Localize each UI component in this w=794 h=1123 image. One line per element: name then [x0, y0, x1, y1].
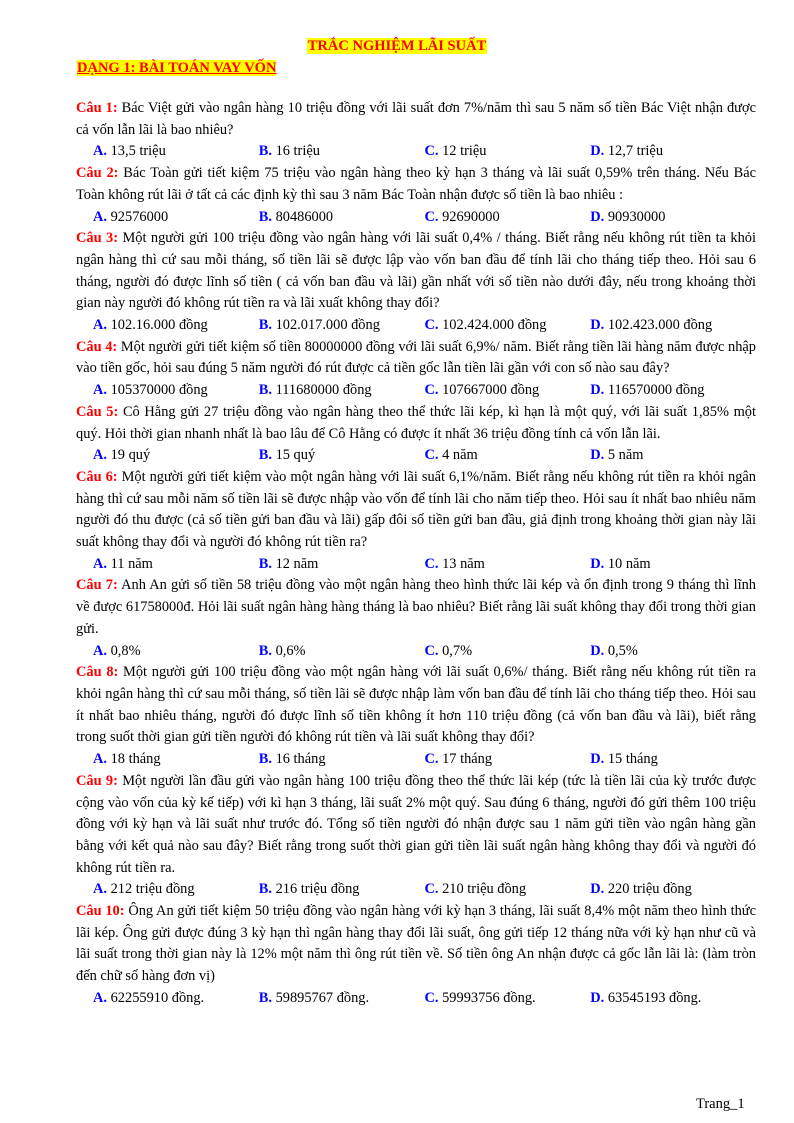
question-8 — [76, 662, 756, 749]
answer-option — [590, 207, 756, 229]
option-letter: A. — [93, 881, 107, 898]
question-4 — [76, 337, 756, 380]
answer-option — [259, 554, 425, 576]
option-letter: D. — [590, 751, 605, 768]
option-letter: C. — [424, 555, 439, 572]
question-text: Một người lần đầu gửi vào ngân hàng 100 triệu đồng theo thể thức lãi kép (tức là tiền lãi của kỳ trước được cộng vào vốn của kỳ kế tiếp) với kì hạn 3 tháng, lãi suất 2% một quý. Sau đúng 6 tháng, người đó gửi thêm 100 triệu đồng với kỳ hạn và lãi suất như trước đó. Tổng số tiền người đó nhận được sau 1 năm gửi tiền vào ngân hàng gần bằng với kết quả nào sau đây? Biết rằng trong suốt thời gian gửi tiền lãi suất ngân hàng không thay đổi và người đó không rút tiền ra. — [76, 772, 756, 876]
option-text: 59993756 đồng. — [442, 989, 536, 1006]
option-letter: D. — [590, 642, 605, 659]
question-label: Câu 10: — [76, 903, 125, 920]
answer-options — [76, 879, 756, 901]
answer-option — [590, 445, 756, 467]
option-text: 63545193 đồng. — [607, 989, 702, 1006]
option-text: 216 triệu đồng — [275, 881, 360, 898]
option-text: 111680000 đồng — [275, 382, 372, 399]
answer-option — [425, 554, 591, 576]
question-label: Câu 1: — [76, 100, 118, 116]
question-3 — [76, 228, 756, 315]
answer-option — [93, 445, 259, 467]
option-letter: D. — [590, 208, 605, 225]
option-letter: C. — [424, 143, 439, 160]
option-letter: D. — [590, 143, 605, 160]
answer-option — [259, 380, 425, 402]
question-text: Bác Toàn gửi tiết kiệm 75 triệu vào ngân hàng theo kỳ hạn 3 tháng và lãi suất 0,59% trên tháng. Nếu Bác Toàn không rút lãi ở tất cả các định kỳ thì sau 3 năm Bác Toàn nhận được số tiền là bao nhiêu : — [76, 165, 756, 203]
option-text: 12,7 triệu — [607, 143, 664, 160]
option-letter: C. — [424, 751, 439, 768]
answer-option — [590, 879, 756, 901]
option-text: 105370000 đồng — [110, 382, 208, 399]
question-label: Câu 6: — [76, 468, 118, 485]
option-letter: B. — [258, 317, 272, 334]
question-text: Cô Hằng gửi 27 triệu đồng vào ngân hàng theo thể thức lãi kép, kì hạn là một quý, với lãi suất 1,85% một quý. Hỏi thời gian nhanh nhất là bao lâu để Cô Hằng có được ít nhất 36 triệu đồng tính cả vốn lẫn lãi. — [76, 403, 756, 442]
question-label: Câu 3: — [76, 230, 119, 247]
question-label: Câu 4: — [76, 338, 118, 355]
option-text: 16 triệu — [275, 143, 320, 160]
answer-option — [93, 315, 259, 337]
option-letter: A. — [93, 382, 107, 399]
question-5 — [76, 402, 756, 445]
answer-option — [259, 141, 425, 163]
answer-option — [590, 641, 756, 663]
option-letter: D. — [590, 382, 605, 399]
question-label: Câu 9: — [76, 772, 118, 789]
option-text: 0,5% — [607, 642, 638, 659]
option-letter: C. — [424, 881, 439, 898]
answer-option — [93, 749, 259, 771]
option-text: 0,7% — [442, 642, 473, 659]
answer-option — [425, 207, 591, 229]
option-text: 11 năm — [110, 555, 153, 572]
option-letter: B. — [258, 447, 272, 464]
option-text: 62255910 đồng. — [110, 989, 205, 1006]
option-text: 102.423.000 đồng — [607, 317, 713, 334]
question-text: Một người gửi 100 triệu đồng vào một ngân hàng với lãi suất 0,6%/ tháng. Biết rằng nếu không rút tiền ra khỏi ngân hàng thì cứ sau mỗi tháng, số tiền lãi sẽ được nhập làm vốn ban đầu để tính lãi cho tháng tiếp theo. Hỏi sau ít nhất bao nhiêu tháng, người đó được lĩnh số tiền không ít hơn 110 triệu đồng (cả vốn ban đầu và lãi), biết rằng trong suốt thời gian gửi tiền người đó không rút tiền và lãi suất không thay đổi? — [76, 664, 756, 746]
answer-option — [259, 445, 425, 467]
option-letter: A. — [93, 555, 107, 572]
question-7 — [76, 575, 756, 640]
question-text: Ông An gửi tiết kiệm 50 triệu đồng vào ngân hàng với kỳ hạn 3 tháng, lãi suất 8,4% một năm theo hình thức lãi kép. Ông gửi được đúng 3 kỳ hạn thì ngân hàng thay đổi lãi suất, ông gửi tiếp 12 tháng nữa với kỳ hạn như cũ và lãi suất trong thời gian này là 12% một năm thì ông rút tiền về. Số tiền ông An nhận được cả gốc lẫn lãi là: (làm tròn đến chữ số hàng đơn vị) — [76, 903, 756, 985]
option-letter: A. — [93, 143, 107, 160]
option-text: 19 quý — [110, 447, 151, 464]
option-letter: C. — [424, 382, 439, 399]
option-text: 102.16.000 đồng — [110, 317, 208, 334]
answer-option — [93, 879, 259, 901]
answer-options — [76, 554, 756, 576]
answer-option — [93, 207, 259, 229]
answer-options — [76, 315, 756, 337]
option-letter: C. — [424, 317, 439, 334]
question-text: Một người gửi tiết kiệm số tiền 80000000 đồng với lãi suất 6,9%/ năm. Biết rằng tiền lãi hàng năm được nhập vào tiền gốc, hỏi sau đúng 5 năm người đó rút được cả tiền gốc lẫn tiền lãi gần với con số nào sau đây? — [76, 338, 756, 377]
answer-options — [76, 641, 756, 663]
option-letter: B. — [258, 143, 272, 160]
answer-option — [590, 315, 756, 337]
option-text: 107667000 đồng — [442, 382, 540, 399]
option-letter: B. — [258, 208, 272, 225]
question-1 — [76, 98, 756, 141]
option-text: 5 năm — [607, 447, 644, 464]
option-letter: A. — [93, 642, 107, 659]
answer-options — [76, 141, 756, 163]
option-letter: D. — [590, 881, 605, 898]
answer-option — [425, 141, 591, 163]
answer-option — [93, 641, 259, 663]
option-text: 90930000 — [607, 208, 666, 225]
answer-option — [93, 988, 259, 1010]
document-title-text: TRẮC NGHIỆM LÃI SUẤT — [307, 38, 487, 54]
answer-options — [76, 445, 756, 467]
answer-option — [425, 445, 591, 467]
option-text: 16 tháng — [275, 751, 326, 768]
option-text: 17 tháng — [442, 751, 493, 768]
question-text: Một người gửi 100 triệu đồng vào ngân hàng với lãi suất 0,4% / tháng. Biết rằng nếu không rút tiền ta khỏi ngân hàng thì cứ sau mỗi tháng, số tiền lãi sẽ được lập vào vốn ban đầu để tính lãi cho tháng tiếp theo. Hỏi sau 6 tháng, người đó được lĩnh số tiền ( cả vốn ban đầu và lãi) gần nhất với số tiền nào dưới đây, nếu trong khoảng thời gian này người đó không rút tiền ra và lãi xuất không thay đổi? — [76, 230, 756, 312]
answer-option — [425, 380, 591, 402]
option-text: 116570000 đồng — [607, 382, 705, 399]
option-text: 210 triệu đồng — [442, 881, 527, 898]
questions-list — [76, 98, 756, 1010]
answer-option — [259, 207, 425, 229]
answer-option — [259, 315, 425, 337]
question-label: Câu 2: — [76, 165, 119, 182]
answer-option — [259, 641, 425, 663]
option-letter: B. — [258, 751, 272, 768]
option-letter: A. — [93, 208, 107, 225]
option-text: 13,5 triệu — [110, 143, 166, 160]
option-letter: B. — [258, 642, 272, 659]
question-text: Một người gửi tiết kiệm vào một ngân hàng với lãi suất 6,1%/năm. Biết rằng nếu không rút tiền ra khỏi ngân hàng thì cứ sau mỗi năm số tiền lãi sẽ được nhập vào vốn để tính lãi cho năm tiếp theo. Hỏi sau ít nhất bao nhiêu năm người đó thu được (cả số tiền gửi ban đầu và lãi) gấp đôi số tiền gửi ban đầu, giả định trong khoảng thời gian này lãi suất không thay đổi và người đó không rút tiền ra? — [76, 468, 756, 551]
question-label: Câu 5: — [76, 403, 119, 420]
option-text: 12 năm — [275, 555, 319, 572]
option-letter: A. — [93, 447, 107, 464]
answer-option — [259, 879, 425, 901]
option-letter: B. — [258, 881, 272, 898]
option-letter: A. — [93, 989, 107, 1006]
question-2 — [76, 163, 756, 206]
question-label: Câu 8: — [76, 664, 119, 681]
option-text: 15 tháng — [607, 751, 658, 768]
option-letter: C. — [424, 989, 439, 1006]
answer-options — [76, 207, 756, 229]
option-letter: D. — [590, 555, 605, 572]
option-letter: C. — [424, 208, 439, 225]
option-text: 12 triệu — [442, 143, 487, 160]
document-title — [0, 38, 794, 54]
option-text: 0,6% — [275, 642, 306, 659]
option-text: 15 quý — [275, 447, 316, 464]
option-letter: C. — [424, 642, 439, 659]
question-9 — [76, 771, 756, 880]
answer-option — [590, 749, 756, 771]
option-letter: A. — [93, 317, 107, 334]
answer-option — [259, 749, 425, 771]
section-heading — [77, 60, 276, 76]
option-text: 212 triệu đồng — [110, 881, 195, 898]
page-number: Trang_1 — [696, 1096, 745, 1112]
answer-option — [425, 879, 591, 901]
option-text: 92690000 — [442, 208, 500, 225]
answer-option — [425, 988, 591, 1010]
option-text: 0,8% — [110, 642, 141, 659]
answer-option — [93, 554, 259, 576]
option-text: 92576000 — [110, 208, 169, 225]
option-letter: D. — [590, 317, 605, 334]
question-label: Câu 7: — [76, 577, 118, 594]
option-text: 13 năm — [442, 555, 485, 572]
option-text: 80486000 — [275, 208, 334, 225]
option-text: 59895767 đồng. — [275, 989, 370, 1006]
answer-option — [590, 141, 756, 163]
question-text: Anh An gửi số tiền 58 triệu đồng vào một ngân hàng theo hình thức lãi kép và ổn định trong 9 tháng thì lĩnh về được 61758000đ. Hỏi lãi suất ngân hàng hàng tháng là bao nhiêu? Biết rằng lãi suất không thay đổi trong thời gian gửi. — [76, 577, 756, 637]
answer-option — [93, 380, 259, 402]
answer-option — [259, 988, 425, 1010]
answer-option — [425, 749, 591, 771]
option-text: 4 năm — [442, 447, 478, 464]
question-10 — [76, 901, 756, 988]
question-6 — [76, 467, 756, 554]
option-letter: D. — [590, 989, 605, 1006]
answer-options — [76, 380, 756, 402]
answer-option — [425, 641, 591, 663]
answer-option — [590, 554, 756, 576]
answer-options — [76, 749, 756, 771]
answer-option — [93, 141, 259, 163]
option-text: 102.017.000 đồng — [275, 317, 380, 334]
option-text: 102.424.000 đồng — [442, 317, 547, 334]
option-letter: B. — [258, 555, 272, 572]
question-text: Bác Việt gửi vào ngân hàng 10 triệu đồng với lãi suất đơn 7%/năm thì sau 5 năm số tiền Bác Việt nhận được cả vốn lẫn lãi là bao nhiêu? — [76, 100, 756, 138]
option-letter: C. — [424, 447, 439, 464]
option-letter: D. — [590, 447, 605, 464]
option-letter: B. — [258, 989, 272, 1006]
answer-options — [76, 988, 756, 1010]
section-heading-text: DẠNG 1: BÀI TOÁN VAY VỐN — [77, 60, 277, 76]
answer-option — [425, 315, 591, 337]
option-letter: A. — [93, 751, 107, 768]
option-letter: B. — [258, 382, 272, 399]
answer-option — [590, 988, 756, 1010]
option-text: 18 tháng — [110, 751, 161, 768]
option-text: 10 năm — [607, 555, 651, 572]
answer-option — [590, 380, 756, 402]
option-text: 220 triệu đồng — [607, 881, 692, 898]
